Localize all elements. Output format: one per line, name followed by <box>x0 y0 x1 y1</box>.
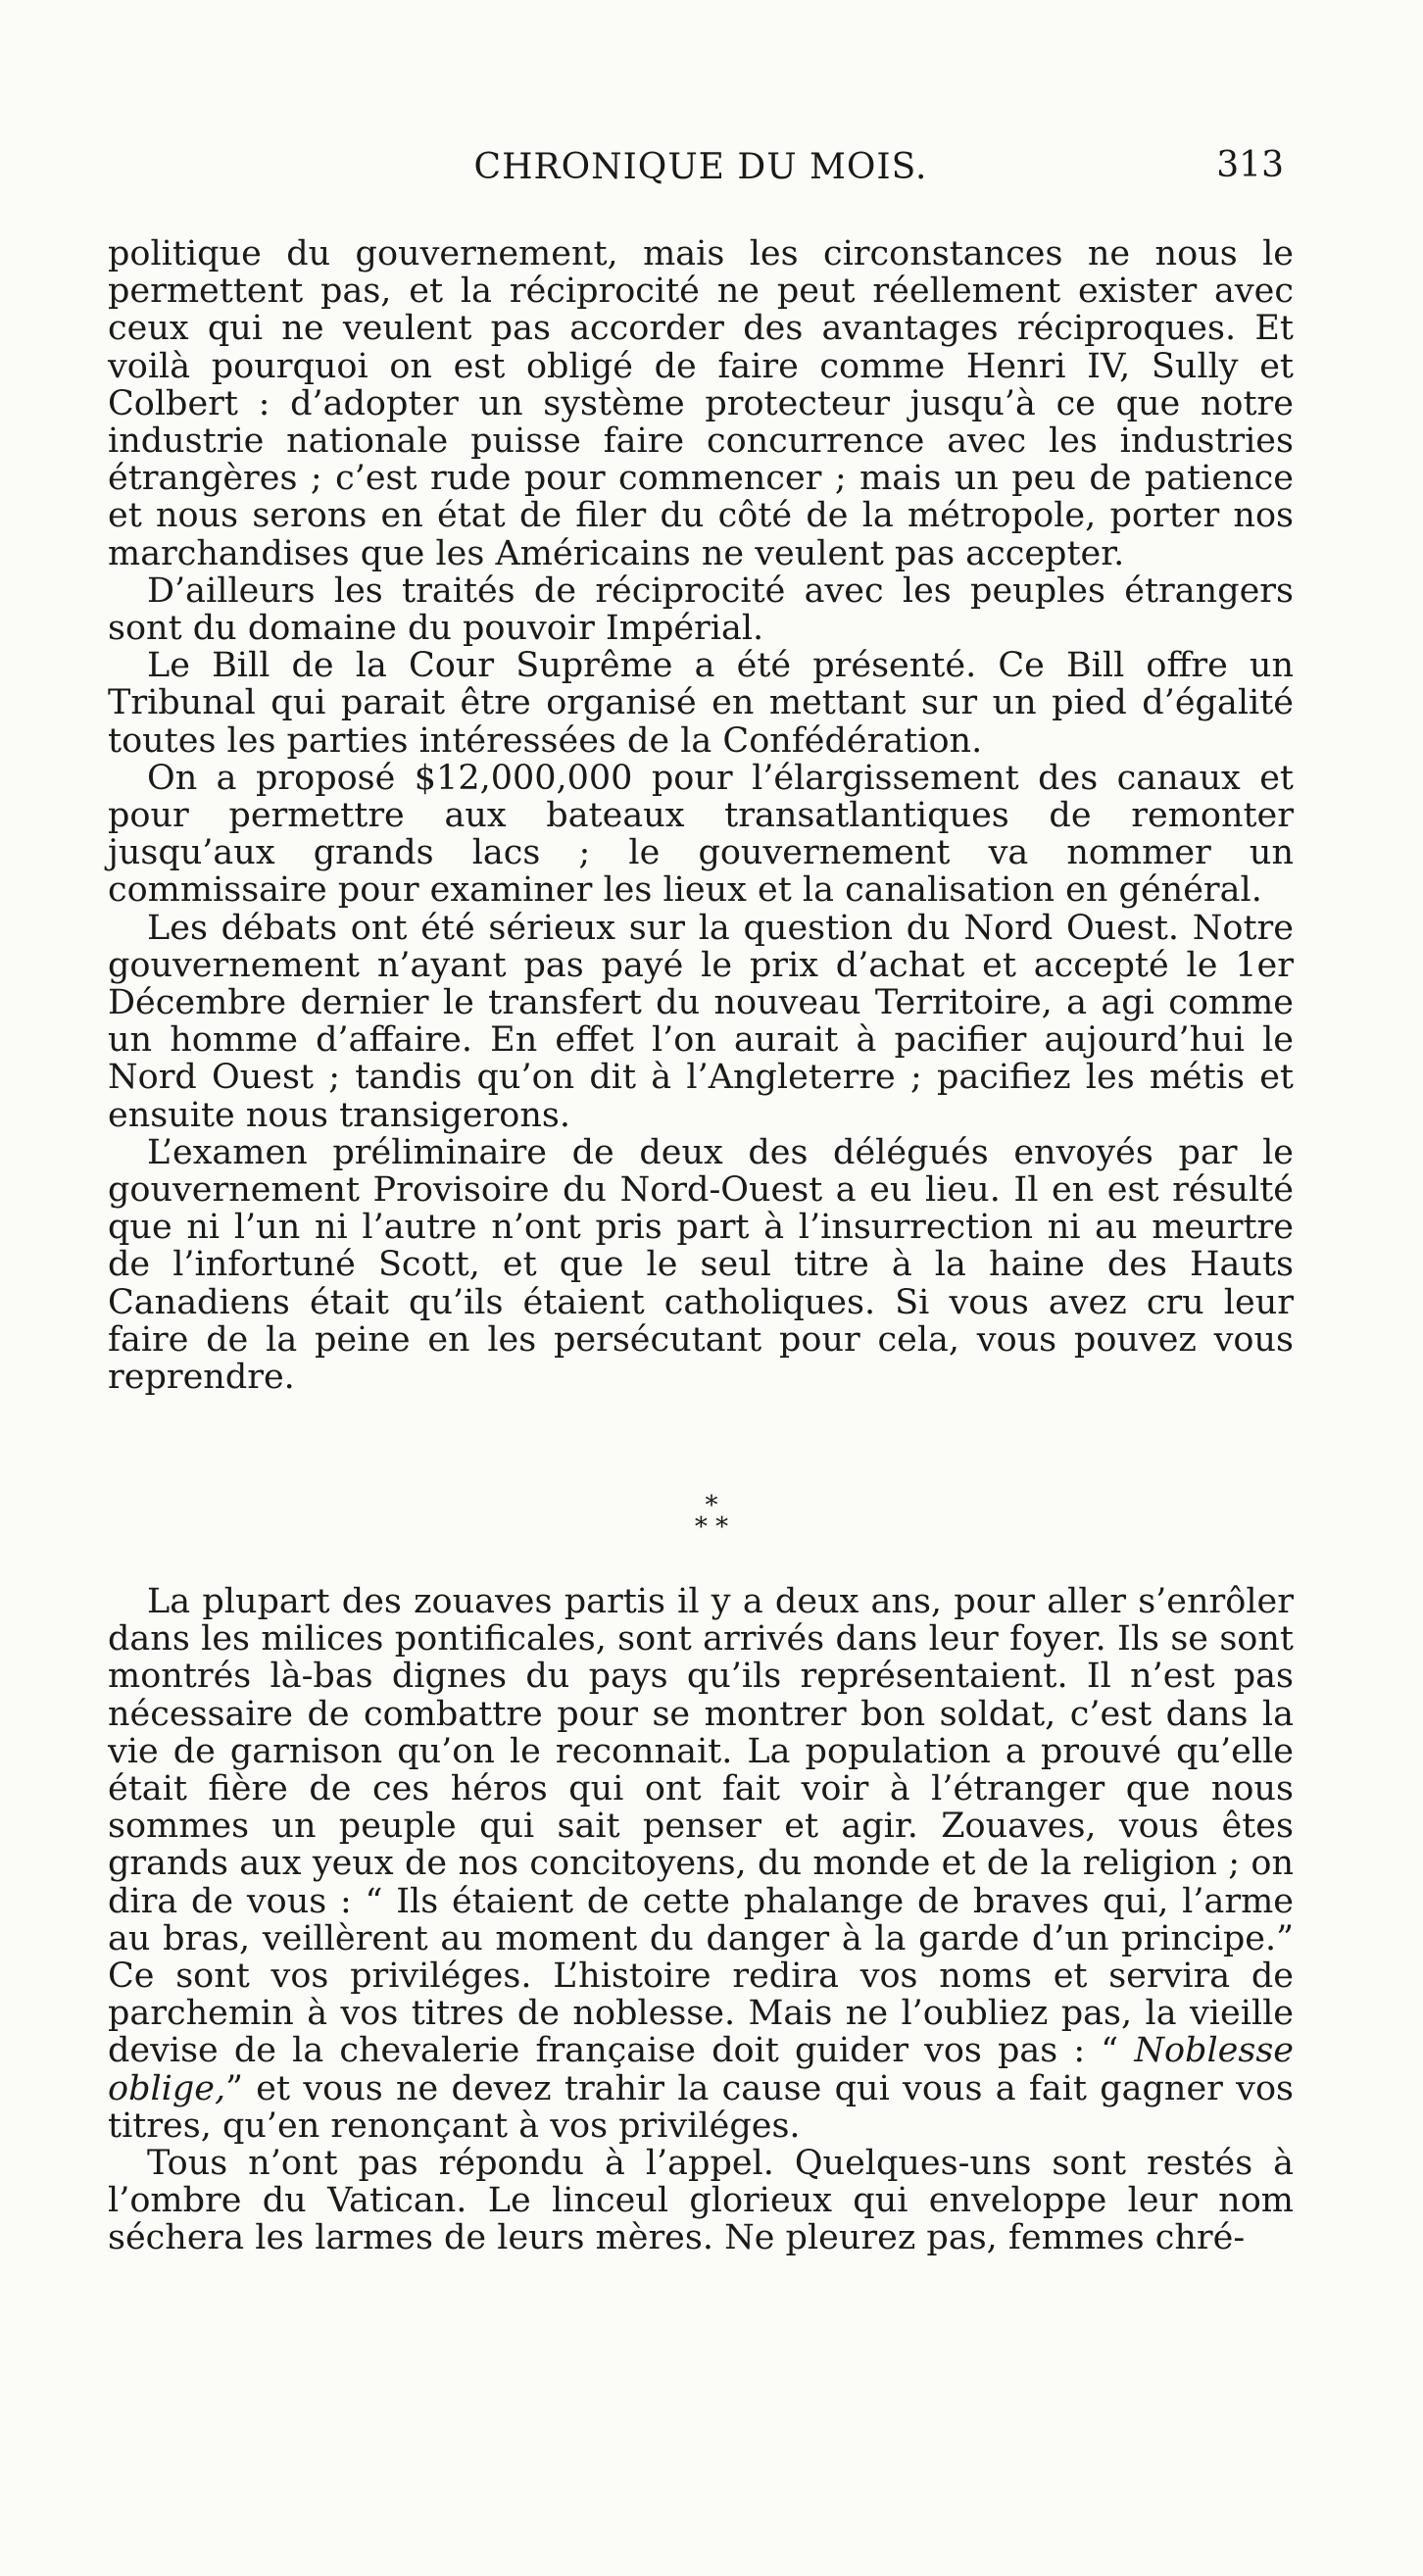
paragraph-text: La plupart des zouaves partis il y a deux ans, pour aller s’enrôler dans les milices pontificales, sont arrivés dans leur foyer. Ils se sont montrés là-bas dignes du pays qu’ils représentaient. Il n’est pas nécessaire de combattre pour se montrer bon soldat, c’est dans la vie de garnison qu’on le reconnait. La population a prouvé qu’elle était fière de ces héros qui ont fait voir à l’étranger que nous sommes un peuple qui sait penser et agir. Zouaves, vous êtes grands aux yeux de nos concitoyens, du monde et de la religion ; on dira de vous : “ Ils étaient de cette phalange de braves qui, l’arme au bras, veillèrent au moment du danger à la garde d’un principe.” Ce sont vos priviléges. L’histoire redira vos noms et servira de parchemin à vos titres de noblesse. Mais ne l’oubliez pas, la vieille devise de la chevalerie française doit guider vos pas : “ <box>108 1582 1294 2071</box>
paragraph-text: ” et vous ne devez trahir la cause qui vous a fait gagner vos titres, qu’en renonçant à vos priviléges. <box>108 2068 1294 2146</box>
body-text-section-1 <box>108 235 1294 1396</box>
asterism-top: * <box>705 1491 718 1520</box>
asterism-bottom: * * <box>694 1512 729 1542</box>
paragraph: Tous n’ont pas répondu à l’appel. Quelques-uns sont restés à l’ombre du Vatican. Le linceul glorieux qui enveloppe leur nom séchera les larmes de leurs mères. Ne pleurez pas, femmes chré- <box>108 2144 1294 2258</box>
paragraph-continuation: politique du gouvernement, mais les circonstances ne nous le permettent pas, et la réciprocité ne peut réellement exister avec ceux qui ne veulent pas accorder des avantages réciproques. Et voilà pourquoi on est obligé de faire comme Henri IV, Sully et Colbert : d’adopter un système protecteur jusqu’à ce que notre industrie nationale puisse faire concurrence avec les industries étrangères ; c’est rude pour commencer ; mais un peu de patience et nous serons en état de filer du côté de la métropole, porter nos marchandises que les Américains ne veulent pas accepter. <box>108 234 1294 573</box>
paragraph: L’examen préliminaire de deux des délégués envoyés par le gouvernement Provisoire du Nord-Ouest a eu lieu. Il en est résulté que ni l’un ni l’autre n’ont pris part à l’insurrection ni au meurtre de l’infortuné Scott, et que le seul titre à la haine des Hauts Canadiens était qu’ils étaient catholiques. Si vous avez cru leur faire de la peine en les persécutant pour cela, vous pouvez vous reprendre. <box>108 1132 1294 1398</box>
paragraph: On a proposé $12,000,000 pour l’élargissement des canaux et pour permettre aux bateaux transatlantiques de remonter jusqu’aux grands lacs ; le gouvernement va nommer un commissaire pour examiner les lieux et la canalisation en général. <box>108 758 1294 911</box>
section-separator-asterism <box>672 1491 751 1554</box>
paragraph: D’ailleurs les traités de réciprocité avec les peuples étrangers sont du domaine du pouvoir Impérial. <box>108 570 1294 649</box>
running-title: CHRONIQUE DU MOIS. <box>473 147 928 187</box>
italic-motto: Noblesse oblige, <box>108 2031 1294 2108</box>
page-header <box>108 147 1294 206</box>
paragraph: Les débats ont été sérieux sur la question du Nord Ouest. Notre gouvernement n’ayant pas payé le prix d’achat et accepté le 1er Décembre dernier le transfert du nouveau Territoire, a agi comme un homme d’affaire. En effet l’on aurait à pacifier aujourd’hui le Nord Ouest ; tandis qu’on dit à l’Angleterre ; pacifiez les métis et ensuite nous transigerons. <box>108 908 1294 1135</box>
paragraph: Le Bill de la Cour Suprême a été présenté. Ce Bill offre un Tribunal qui parait être organisé en mettant sur un pied d’égalité toutes les parties intéressées de la Confédération. <box>108 646 1294 761</box>
paragraph-zouaves <box>108 1583 1294 2145</box>
page-number: 313 <box>1216 145 1284 185</box>
body-text-section-2 <box>108 1583 1294 2257</box>
